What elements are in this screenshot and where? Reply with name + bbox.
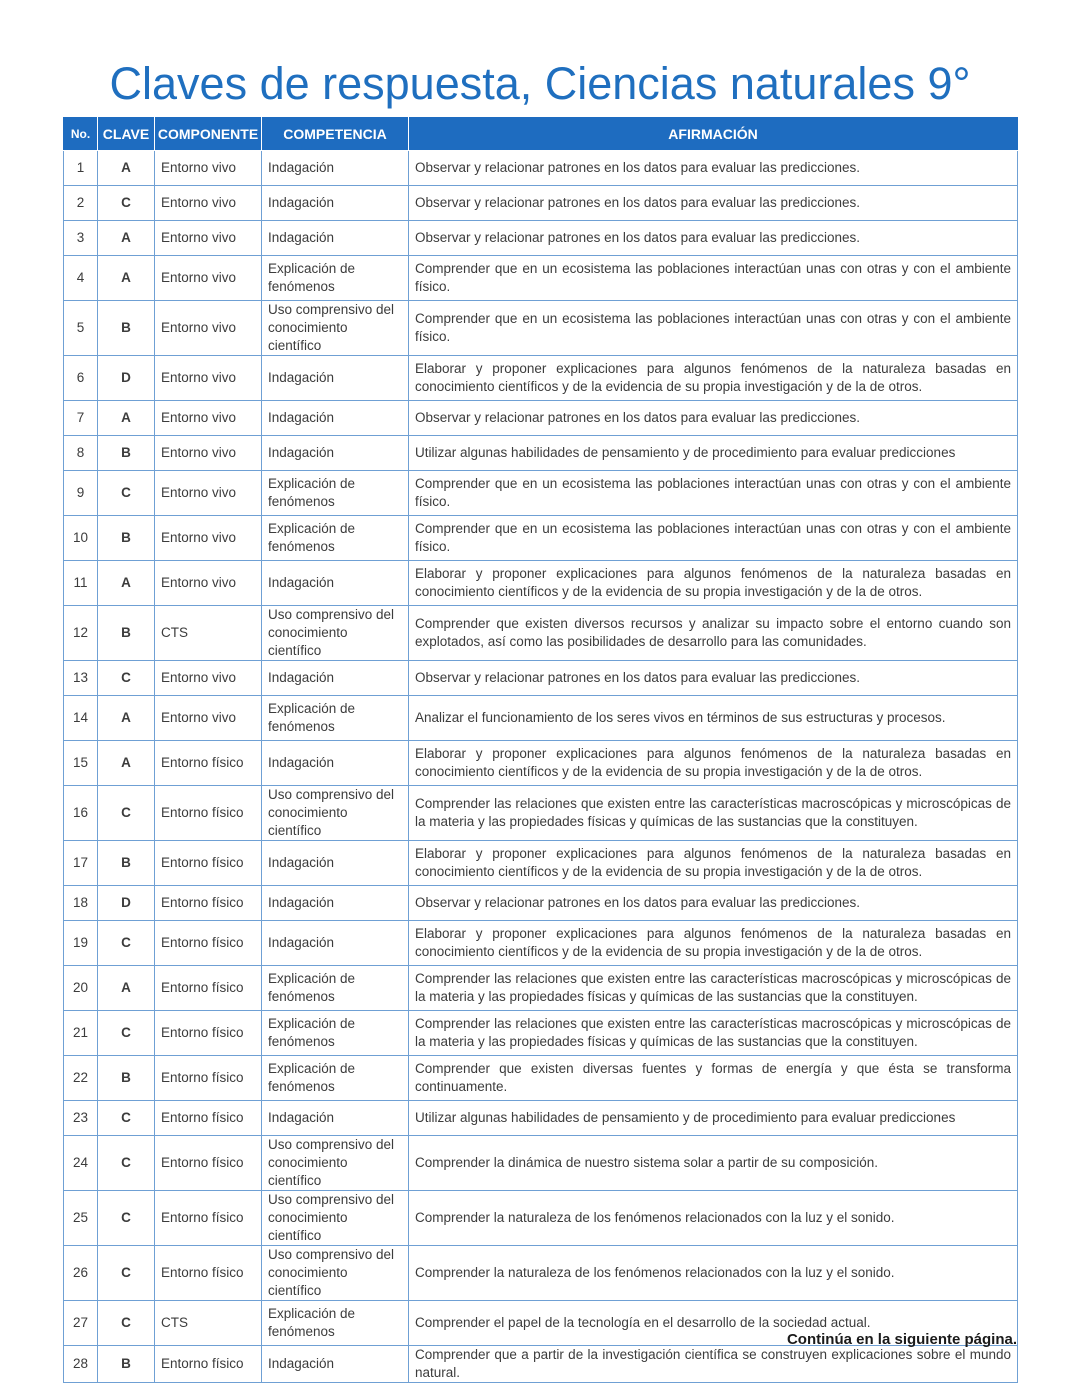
component-cell: Entorno vivo	[155, 356, 262, 401]
answer-key: C	[98, 661, 155, 696]
statement-cell: Comprender la naturaleza de los fenómenos relacionados con la luz y el sonido.	[409, 1191, 1018, 1246]
table-row	[64, 886, 1018, 921]
statement-cell: Observar y relacionar patrones en los datos para evaluar las predicciones.	[409, 151, 1018, 186]
answer-key: A	[98, 696, 155, 741]
table-row	[64, 436, 1018, 471]
competence-cell: Indagación	[262, 151, 409, 186]
component-cell: CTS	[155, 1301, 262, 1346]
component-cell: Entorno vivo	[155, 151, 262, 186]
table-row	[64, 401, 1018, 436]
row-number: 16	[64, 786, 98, 841]
table-header-row	[64, 118, 1018, 151]
competence-cell: Indagación	[262, 401, 409, 436]
component-cell: Entorno físico	[155, 786, 262, 841]
answer-key: B	[98, 841, 155, 886]
table-row	[64, 356, 1018, 401]
statement-cell: Elaborar y proponer explicaciones para algunos fenómenos de la naturaleza basadas en conocimiento científicos y de la evidencia de su propia investigación y de la de otros.	[409, 356, 1018, 401]
competence-cell: Indagación	[262, 186, 409, 221]
answer-key: C	[98, 1191, 155, 1246]
statement-cell: Comprender que en un ecosistema las poblaciones interactúan unas con otras y con el ambiente físico.	[409, 516, 1018, 561]
row-number: 19	[64, 921, 98, 966]
component-cell: Entorno vivo	[155, 301, 262, 356]
row-number: 6	[64, 356, 98, 401]
competence-cell: Uso comprensivo del conocimiento científico	[262, 1246, 409, 1301]
table-row	[64, 741, 1018, 786]
answer-key: B	[98, 436, 155, 471]
competence-cell: Explicación de fenómenos	[262, 516, 409, 561]
row-number: 23	[64, 1101, 98, 1136]
table-row	[64, 921, 1018, 966]
competence-cell: Indagación	[262, 221, 409, 256]
table-row	[64, 1101, 1018, 1136]
header-no: No.	[64, 118, 98, 151]
component-cell: Entorno vivo	[155, 186, 262, 221]
answer-key: A	[98, 741, 155, 786]
answer-key: D	[98, 886, 155, 921]
row-number: 9	[64, 471, 98, 516]
answer-key: A	[98, 256, 155, 301]
row-number: 14	[64, 696, 98, 741]
component-cell: Entorno vivo	[155, 256, 262, 301]
competence-cell: Indagación	[262, 1101, 409, 1136]
table-row	[64, 186, 1018, 221]
competence-cell: Indagación	[262, 661, 409, 696]
component-cell: Entorno vivo	[155, 436, 262, 471]
answer-key: B	[98, 516, 155, 561]
row-number: 15	[64, 741, 98, 786]
answer-key: C	[98, 1101, 155, 1136]
component-cell: Entorno vivo	[155, 561, 262, 606]
header-clave: CLAVE	[98, 118, 155, 151]
header-componente: COMPONENTE	[155, 118, 262, 151]
table-row	[64, 1056, 1018, 1101]
table-row	[64, 1246, 1018, 1301]
row-number: 11	[64, 561, 98, 606]
table-row	[64, 1191, 1018, 1246]
statement-cell: Comprender que en un ecosistema las poblaciones interactúan unas con otras y con el ambiente físico.	[409, 471, 1018, 516]
answer-key: A	[98, 966, 155, 1011]
answer-key: A	[98, 561, 155, 606]
statement-cell: Comprender las relaciones que existen entre las características macroscópicas y microscópicas de la materia y las propiedades físicas y químicas de las sustancias que la constituyen.	[409, 966, 1018, 1011]
row-number: 22	[64, 1056, 98, 1101]
statement-cell: Comprender las relaciones que existen entre las características macroscópicas y microscópicas de la materia y las propiedades físicas y químicas de las sustancias que la constituyen.	[409, 1011, 1018, 1056]
competence-cell: Indagación	[262, 886, 409, 921]
competence-cell: Indagación	[262, 1346, 409, 1383]
answer-key: C	[98, 1301, 155, 1346]
statement-cell: Comprender la dinámica de nuestro sistema solar a partir de su composición.	[409, 1136, 1018, 1191]
competence-cell: Indagación	[262, 356, 409, 401]
answer-key: C	[98, 1136, 155, 1191]
competence-cell: Uso comprensivo del conocimiento científico	[262, 301, 409, 356]
row-number: 25	[64, 1191, 98, 1246]
answer-key: B	[98, 1346, 155, 1383]
row-number: 5	[64, 301, 98, 356]
answer-key: A	[98, 151, 155, 186]
component-cell: Entorno vivo	[155, 221, 262, 256]
statement-cell: Elaborar y proponer explicaciones para algunos fenómenos de la naturaleza basadas en conocimiento científicos y de la evidencia de su propia investigación y de la de otros.	[409, 561, 1018, 606]
statement-cell: Observar y relacionar patrones en los datos para evaluar las predicciones.	[409, 221, 1018, 256]
component-cell: Entorno físico	[155, 1346, 262, 1383]
component-cell: Entorno vivo	[155, 401, 262, 436]
statement-cell: Elaborar y proponer explicaciones para algunos fenómenos de la naturaleza basadas en conocimiento científicos y de la evidencia de su propia investigación y de la de otros.	[409, 841, 1018, 886]
competence-cell: Uso comprensivo del conocimiento científico	[262, 1136, 409, 1191]
statement-cell: Comprender que en un ecosistema las poblaciones interactúan unas con otras y con el ambiente físico.	[409, 301, 1018, 356]
component-cell: Entorno físico	[155, 1246, 262, 1301]
table-row	[64, 841, 1018, 886]
row-number: 10	[64, 516, 98, 561]
statement-cell: Comprender las relaciones que existen entre las características macroscópicas y microscópicas de la materia y las propiedades físicas y químicas de las sustancias que la constituyen.	[409, 786, 1018, 841]
component-cell: Entorno físico	[155, 741, 262, 786]
page-title: Claves de respuesta, Ciencias naturales 9°	[109, 58, 971, 109]
row-number: 28	[64, 1346, 98, 1383]
answer-key: C	[98, 471, 155, 516]
competence-cell: Explicación de fenómenos	[262, 1011, 409, 1056]
competence-cell: Explicación de fenómenos	[262, 471, 409, 516]
answer-key: B	[98, 1056, 155, 1101]
statement-cell: Utilizar algunas habilidades de pensamiento y de procedimiento para evaluar predicciones	[409, 1101, 1018, 1136]
competence-cell: Indagación	[262, 841, 409, 886]
component-cell: Entorno físico	[155, 921, 262, 966]
answer-key: C	[98, 186, 155, 221]
component-cell: Entorno físico	[155, 966, 262, 1011]
component-cell: Entorno físico	[155, 886, 262, 921]
row-number: 1	[64, 151, 98, 186]
component-cell: Entorno vivo	[155, 661, 262, 696]
competence-cell: Indagación	[262, 921, 409, 966]
row-number: 8	[64, 436, 98, 471]
table-row	[64, 471, 1018, 516]
competence-cell: Explicación de fenómenos	[262, 1056, 409, 1101]
competence-cell: Uso comprensivo del conocimiento científico	[262, 786, 409, 841]
row-number: 26	[64, 1246, 98, 1301]
row-number: 21	[64, 1011, 98, 1056]
competence-cell: Uso comprensivo del conocimiento científico	[262, 606, 409, 661]
header-competencia: COMPETENCIA	[262, 118, 409, 151]
table-row	[64, 606, 1018, 661]
answer-key: C	[98, 786, 155, 841]
continue-note: Continúa en la siguiente página.	[786, 1331, 1017, 1348]
table-row	[64, 151, 1018, 186]
table-row	[64, 786, 1018, 841]
component-cell: Entorno vivo	[155, 471, 262, 516]
competence-cell: Indagación	[262, 741, 409, 786]
statement-cell: Elaborar y proponer explicaciones para algunos fenómenos de la naturaleza basadas en conocimiento científicos y de la evidencia de su propia investigación y de la de otros.	[409, 741, 1018, 786]
statement-cell: Utilizar algunas habilidades de pensamiento y de procedimiento para evaluar predicciones	[409, 436, 1018, 471]
row-number: 18	[64, 886, 98, 921]
answer-key: C	[98, 921, 155, 966]
statement-cell: Comprender que existen diversos recursos y analizar su impacto sobre el entorno cuando son explotados, así como las posibilidades de desarrollo para las comunidades.	[409, 606, 1018, 661]
row-number: 24	[64, 1136, 98, 1191]
header-afirmacion: AFIRMACIÓN	[409, 118, 1018, 151]
table-row	[64, 256, 1018, 301]
competence-cell: Explicación de fenómenos	[262, 256, 409, 301]
competence-cell: Indagación	[262, 561, 409, 606]
row-number: 17	[64, 841, 98, 886]
component-cell: Entorno físico	[155, 1011, 262, 1056]
statement-cell: Observar y relacionar patrones en los datos para evaluar las predicciones.	[409, 401, 1018, 436]
table-row	[64, 966, 1018, 1011]
table-row	[64, 516, 1018, 561]
statement-cell: Comprender la naturaleza de los fenómenos relacionados con la luz y el sonido.	[409, 1246, 1018, 1301]
row-number: 13	[64, 661, 98, 696]
competence-cell: Explicación de fenómenos	[262, 966, 409, 1011]
statement-cell: Comprender que existen diversas fuentes y formas de energía y que ésta se transforma continuamente.	[409, 1056, 1018, 1101]
table-body	[64, 151, 1018, 1383]
table-row	[64, 661, 1018, 696]
component-cell: Entorno vivo	[155, 696, 262, 741]
table-row	[64, 1136, 1018, 1191]
table-row	[64, 561, 1018, 606]
statement-cell: Analizar el funcionamiento de los seres vivos en términos de sus estructuras y procesos.	[409, 696, 1018, 741]
answer-key: A	[98, 221, 155, 256]
row-number: 7	[64, 401, 98, 436]
row-number: 2	[64, 186, 98, 221]
answer-key: C	[98, 1246, 155, 1301]
table-row	[64, 221, 1018, 256]
row-number: 20	[64, 966, 98, 1011]
row-number: 12	[64, 606, 98, 661]
answer-key-table	[63, 117, 1018, 1383]
component-cell: Entorno vivo	[155, 516, 262, 561]
answer-key: B	[98, 301, 155, 356]
row-number: 3	[64, 221, 98, 256]
component-cell: Entorno físico	[155, 1056, 262, 1101]
statement-cell: Observar y relacionar patrones en los datos para evaluar las predicciones.	[409, 886, 1018, 921]
statement-cell: Elaborar y proponer explicaciones para algunos fenómenos de la naturaleza basadas en conocimiento científicos y de la evidencia de su propia investigación y de la de otros.	[409, 921, 1018, 966]
competence-cell: Explicación de fenómenos	[262, 1301, 409, 1346]
row-number: 27	[64, 1301, 98, 1346]
row-number: 4	[64, 256, 98, 301]
table-row	[64, 1346, 1018, 1383]
component-cell: Entorno físico	[155, 1136, 262, 1191]
table-row	[64, 696, 1018, 741]
answer-key: B	[98, 606, 155, 661]
component-cell: Entorno físico	[155, 841, 262, 886]
component-cell: Entorno físico	[155, 1191, 262, 1246]
statement-cell: Observar y relacionar patrones en los datos para evaluar las predicciones.	[409, 186, 1018, 221]
component-cell: CTS	[155, 606, 262, 661]
answer-key: D	[98, 356, 155, 401]
statement-cell: Comprender que en un ecosistema las poblaciones interactúan unas con otras y con el ambiente físico.	[409, 256, 1018, 301]
statement-cell: Observar y relacionar patrones en los datos para evaluar las predicciones.	[409, 661, 1018, 696]
component-cell: Entorno físico	[155, 1101, 262, 1136]
competence-cell: Indagación	[262, 436, 409, 471]
answer-key: C	[98, 1011, 155, 1056]
table-row	[64, 1011, 1018, 1056]
competence-cell: Uso comprensivo del conocimiento científico	[262, 1191, 409, 1246]
competence-cell: Explicación de fenómenos	[262, 696, 409, 741]
statement-cell: Comprender el papel de la tecnología en el desarrollo de la sociedad actual.	[409, 1301, 1018, 1346]
answer-key: A	[98, 401, 155, 436]
table-row	[64, 301, 1018, 356]
statement-cell: Comprender que a partir de la investigación científica se construyen explicaciones sobre el mundo natural.	[409, 1346, 1018, 1383]
